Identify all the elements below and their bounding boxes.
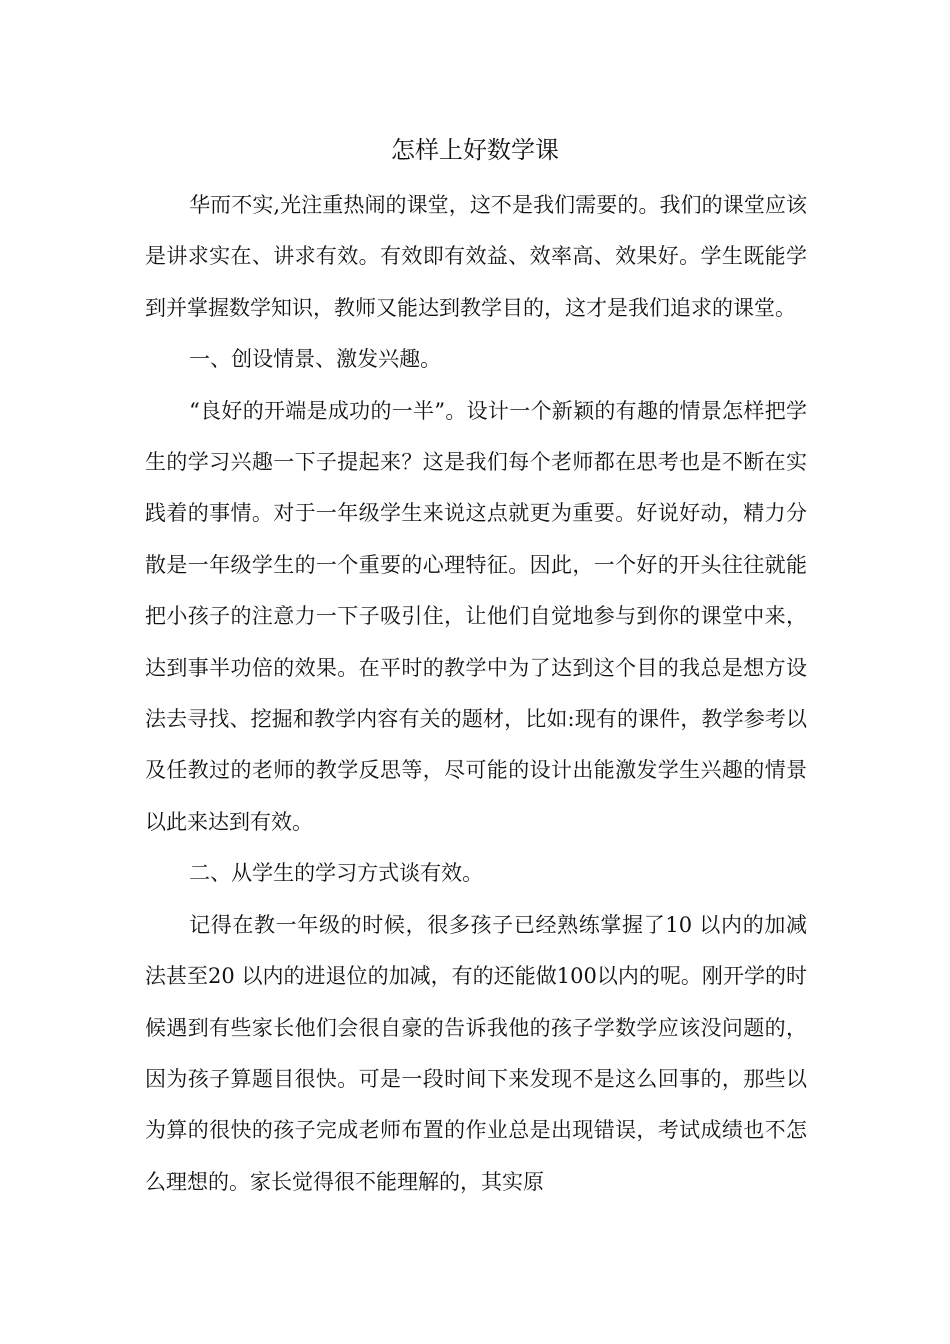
paragraph-section-1: “良好的开端是成功的一半”。设计一个新颖的有趣的情景怎样把学生的学习兴趣一下子提起来？这是我们每个老师都在思考也是不断在实践着的事情。对于一年级学生来说这点就更为重要。好说好动，精力分散是一年级学生的一个重要的心理特征。因此，一个好的开头往往就能把小孩子的注意力一下子吸引住，让他们自觉地参与到你的课堂中来，达到事半功倍的效果。在平时的教学中为了达到这个目的我总是想方设法去寻找、挖掘和教学内容有关的题材，比如:现有的课件，教学参考以及任教过的老师的教学反思等，尽可能的设计出能激发学生兴趣的情景以此来达到有效。	[145, 398, 807, 834]
paragraph-intro: 华而不实,光注重热闹的课堂，这不是我们需要的。我们的课堂应该是讲求实在、讲求有效。有效即有效益、效率高、效果好。学生既能学到并掌握数学知识，教师又能达到教学目的，这才是我们追求的课堂。	[145, 193, 807, 320]
section-heading-2: 二、从学生的学习方式谈有效。	[189, 861, 484, 886]
document-title: 怎样上好数学课	[391, 136, 559, 164]
document-body	[145, 180, 807, 1208]
section-heading-1: 一、创设情景、激发兴趣。	[189, 347, 442, 372]
paragraph-section-2: 记得在教一年级的时候，很多孩子已经熟练掌握了10 以内的加减法甚至20 以内的进退位的加减，有的还能做100以内的呢。刚开学的时候遇到有些家长他们会很自豪的告诉我他的孩子学数学应该没问题的，因为孩子算题目很快。可是一段时间下来发现不是这么回事的，那些以为算的很快的孩子完成老师布置的作业总是出现错误，考试成绩也不怎么理想的。家长觉得很不能理解的，其实原	[145, 912, 807, 1194]
